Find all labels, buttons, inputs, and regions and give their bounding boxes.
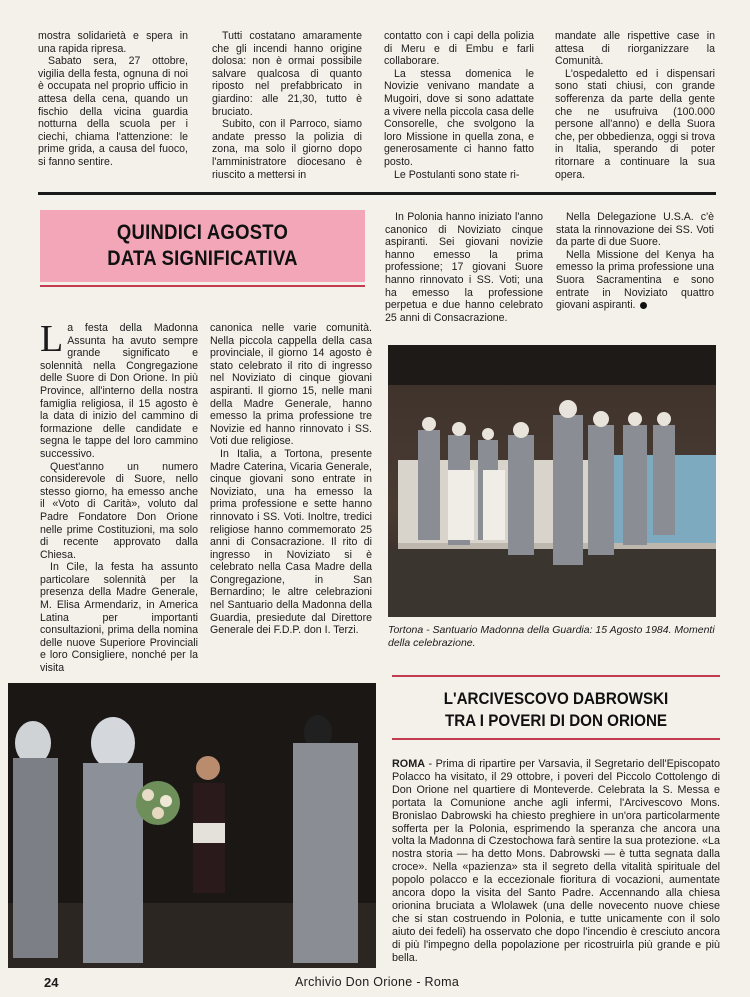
paragraph: La stessa domenica le Novizie venivano mandate a Mugoiri, dove si sono adattate a vivere nella piccola casa delle Consorelle, che svolgono la loro Missione in quella zona, e generosamente ci hanno fatto posto. [384,67,534,168]
article2-title-line-2: TRA I POVERI DI DON ORIONE [444,712,668,730]
article2-title-line-1: L'ARCIVESCOVO DABROWSKI [443,690,669,708]
paragraph [40,318,198,461]
top-column-3 [384,30,534,181]
procession-photo-illustration [8,683,376,968]
drop-cap: L [40,318,64,360]
top-column-2 [212,30,362,181]
article1-column-4 [556,211,714,331]
paragraph: contatto con i capi della polizia di Meru e di Embu e farli collaborare. [384,30,534,68]
page-number: 24 [44,975,59,990]
article1-column-2 [210,322,372,662]
title-underline [40,285,365,287]
paragraph-text: a festa della Madonna Assunta ha avuto sempre grande significato e solennità nella Congregazione delle Suore di Don Orione. In più Province, all'interno della nostra famiglia religiosa, il 15 agosto è la data di inizio del cammino di formazione delle candidate e segna le tappe del loro cammino successivo. [40,322,198,460]
paragraph [556,249,714,312]
paragraph: canonica nelle varie comunità. Nella piccola cappella della casa provinciale, il giorno 14 agosto è stato celebrato il rito di ingresso nel Noviziato di cinque giovani aspiranti. Il giorno 15, nelle mani della Madre Generale, hanno emesso la prima professione tre Novizie ed hanno rinnovato i SS. Voti due religiose. [210,322,372,448]
section-divider [38,192,716,195]
paragraph-text: Nella Missione del Kenya ha emesso la prima professione una Suora Sacramentina e sono entrate in Noviziato quattro giovani aspiranti. [556,248,714,312]
paragraph: L'ospedaletto ed i dispensari sono stati chiusi, con grande sofferenza da parte della gente che ne usufruiva (100.000 persone all'anno) e della Suora che, per obbedienza, oggi si trova in Italia, sperando di poter ritornare a continuare la sua opera. [555,67,715,181]
paragraph: Subito, con il Parroco, siamo andate presso la polizia di zona, ma solo il giorno dopo l'amministratore diocesano è riuscito a mettersi in [212,118,362,181]
photo-caption: Tortona - Santuario Madonna della Guardia: 15 Agosto 1984. Momenti della celebrazione. [388,624,715,649]
paragraph: mostra solidarietà e spera in una rapida ripresa. [38,30,188,55]
article-title [60,220,346,272]
paragraph: In Cile, la festa ha assunto particolare solennità per la presenza della Madre Generale, M. Elisa Armendariz, in America Latina per importanti consultazioni, prima della nomina delle nuove Superiore Provinciali e loro Consigliere, nonché per la visita [40,561,198,675]
article2-body [392,758,720,968]
end-bullet-icon [640,302,647,309]
paragraph: Le Postulanti sono state ri- [394,168,520,181]
sanctuary-photo-illustration [388,345,716,617]
paragraph: Tutti costatano amaramente che gli incendi hanno origine dolosa: non è ormai possibile salvare qualcosa di quanto riposto nel prefabbricato in giardino: alle 21,30, tutto è bruciato. [212,30,362,118]
dateline: ROMA [392,758,425,770]
article-title-text: QUINDICI AGOSTO DATA SIGNIFICATIVA [107,221,298,270]
top-column-4 [555,30,715,181]
paragraph: Quest'anno un numero considerevole di Suore, nello stesso giorno, ha emesso anche il «Voto di Carità», voluto dal Padre Fondatore Don Orione nelle prime Costituzioni, ma solo di recente approvato dalla Chiesa. [40,460,198,561]
paragraph: mandate alle rispettive case in attesa di riorganizzare la Comunità. [555,30,715,68]
paragraph-text: - Prima di ripartire per Varsavia, il Segretario dell'Episcopato Polacco ha visitato, il 29 ottobre, i poveri del Piccolo Cottolengo di Don Orione nel quartiere di Monteverde. Celebrata la S. Messa e portata la Comunione anche agli infermi, l'Arcivescovo Mons. Bronislao Dabrowski ha chiesto preghiere in un'ora particolarmente sofferta per la Polonia, esprimendo la speranza che ancora una volta la Madonna di Czestochowa farà sentire la sua protezione. «La nostra storia — ha detto Mons. Dabrowski — è tutta segnata dalla croce». Nella «pazienza» sta il segreto della vitalità spirituale del popolo polacco e la eccezionale fioritura di vocazioni, aumentate ancora dopo la visita del Santo Padre. Accennando alla chiesa orionina bruciata a Wlolawek (una delle novecento nuove chiese che si stan costruendo in Polonia, e tutte unicamente con il solo aiuto dei fedeli) ha osservato che dopo l'incendio è cresciuto ancora di più l'impegno della popolazione per ricostruirla più grande e più bella. [392,758,720,964]
article2-bottom-rule [392,738,720,740]
article2-top-rule [392,675,720,677]
archive-credit: Archivio Don Orione - Roma [295,975,460,989]
paragraph: In Polonia hanno iniziato l'anno canonico di Noviziato cinque aspiranti. Sei giovani novizie hanno emesso la prima professione; 17 giovani Suore hanno rinnovato i SS. Voti; una ha emesso la professione perpetua e due hanno celebrato 25 anni di Consacrazione. [385,211,543,324]
article1-column-3 [385,211,543,331]
paragraph: Nella Delegazione U.S.A. c'è stata la rinnovazione dei SS. Voti da parte di due Suore. [556,211,714,249]
article2-title [405,688,707,732]
article1-column-1 [40,318,198,675]
paragraph: Sabato sera, 27 ottobre, vigilia della festa, ognuna di noi è occupata nel proprio ufficio in attesa della cena, quando un fischio della vicina guardia notturna della scuola per i ciechi, chiama l'attenzione: le prime grida, a causa del fuoco, si fanno sentire. [38,55,188,168]
top-column-1 [38,30,188,178]
paragraph [392,758,720,965]
photo-procession [8,683,376,968]
paragraph: In Italia, a Tortona, presente Madre Caterina, Vicaria Generale, cinque giovani sono entrate in Noviziato, una ha emesso la prima professione e sette hanno rinnovato i SS. Voti. Inoltre, tredici religiose hanno commemorato 25 anni di Consacrazione. Il rito di ingresso in Noviziato si è celebrato nella Casa Madre della Congregazione, in San Bernardino; le altre celebrazioni nel Santuario della Madonna della Guardia, presiedute dal Direttore Generale dei F.D.P. don I. Terzi. [210,447,372,637]
photo-sanctuary-ceremony [388,345,716,617]
